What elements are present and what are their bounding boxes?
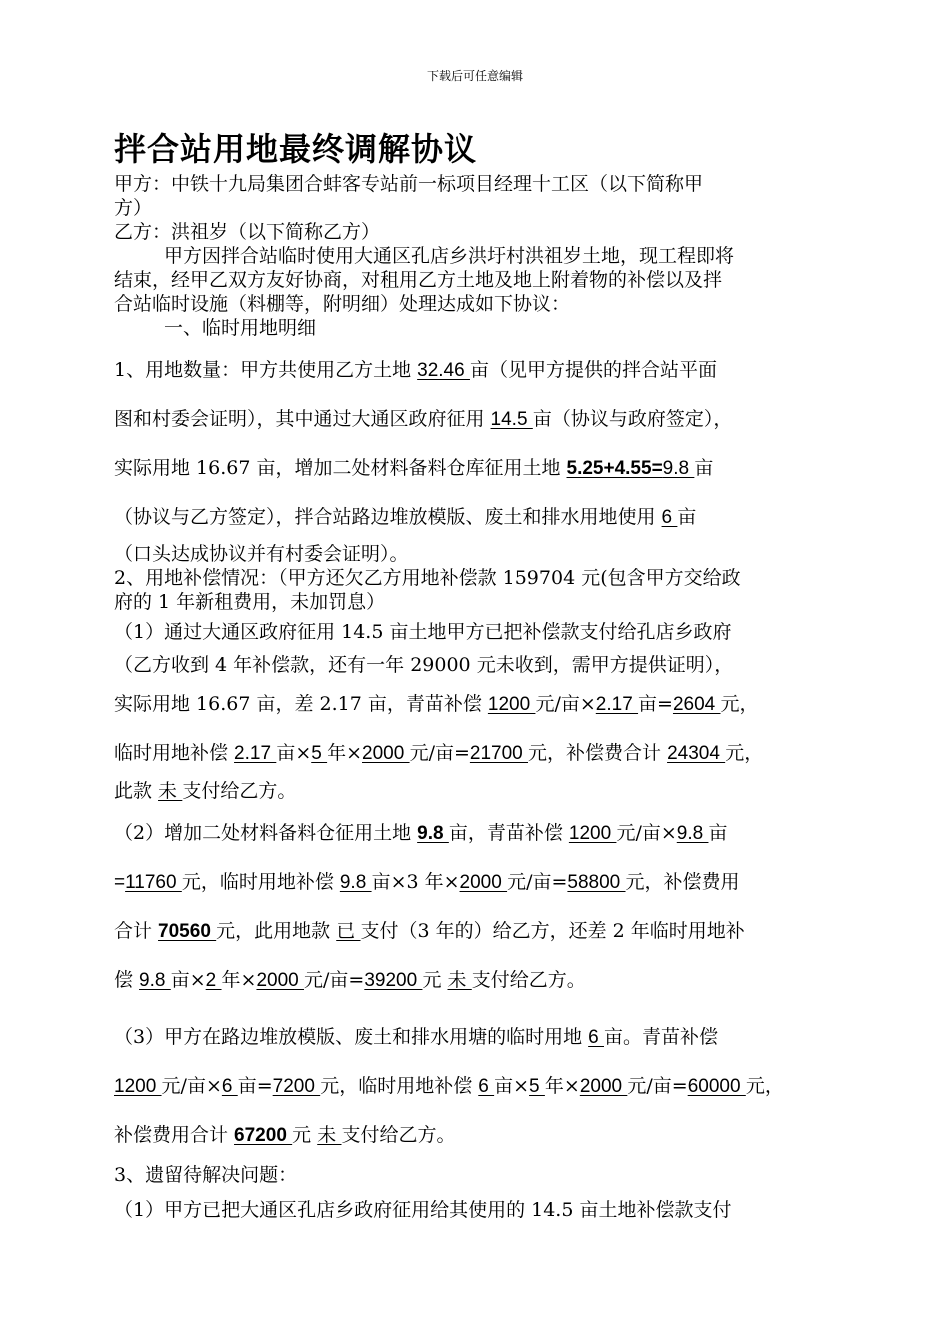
party-a-line-2: 方）: [114, 197, 153, 219]
s2-p1-line-2: （乙方收到 4 年补偿款，还有一年 29000 元未收到，需甲方提供证明），: [114, 654, 734, 676]
s2-p2-line-3: 合计 70560 元，此用地款 已 支付（3 年的）给乙方，还差 2 年临时用地补: [114, 920, 745, 942]
s2-p1-line-1: （1）通过大通区政府征用 14.5 亩土地甲方已把补偿款支付给孔店乡政府: [114, 621, 732, 643]
s2-p2-line-1: （2）增加二处材料备料仓征用土地 9.8 亩，青苗补偿 1200 元/亩×9.8 亩: [114, 822, 728, 844]
value-gov-area: 14.5: [490, 409, 533, 430]
s2-p1-line-4: 临时用地补偿 2.17 亩×5 年×2000 元/亩=21700 元，补偿费合计 24304 元，: [114, 742, 764, 764]
intro-line-2: 结束，经甲乙双方友好协商，对租用乙方土地及地上附着物的补偿以及拌: [114, 269, 723, 291]
s1-line-4: （协议与乙方签定），拌合站路边堆放模版、废土和排水用地使用 6 亩: [114, 506, 697, 528]
page-header: 下载后可任意编辑: [426, 69, 523, 83]
s2-p2-line-2: =11760 元，临时用地补偿 9.8 亩×3 年×2000 元/亩=58800 元，补偿费用: [114, 871, 740, 893]
value-total-area: 32.46: [417, 360, 470, 381]
document-body: [114, 126, 854, 1230]
s2-p3-line-1: （3）甲方在路边堆放模版、废土和排水用塘的临时用地 6 亩。青苗补偿: [114, 1026, 719, 1048]
s3-p1-line-1: （1）甲方已把大通区孔店乡政府征用给其使用的 14.5 亩土地补偿款支付: [114, 1199, 732, 1221]
s3-heading: 3、遗留待解决问题：: [114, 1164, 298, 1186]
s2-p3-line-2: 1200 元/亩×6 亩=7200 元，临时用地补偿 6 亩×5 年×2000 元/亩=60000 元，: [114, 1075, 784, 1097]
s1-line-2: 图和村委会证明），其中通过大通区政府征用 14.5 亩（协议与政府签定），: [114, 408, 733, 430]
value-warehouse-sum: 5.25+4.55=: [566, 458, 663, 479]
s1-line-1: 1、用地数量：甲方共使用乙方土地 32.46 亩（见甲方提供的拌合站平面: [114, 359, 717, 381]
document-title: 拌合站用地最终调解协议: [114, 130, 478, 168]
s2-p2-line-4: 偿 9.8 亩×2 年×2000 元/亩=39200 元 未 支付给乙方。: [114, 969, 586, 991]
intro-line-3: 合站临时设施（料棚等，附明细）处理达成如下协议：: [114, 293, 571, 315]
s2-p3-line-3: 补偿费用合计 67200 元 未 支付给乙方。: [114, 1124, 456, 1146]
s1-line-5: （口头达成协议并有村委会证明）。: [114, 543, 409, 565]
party-b-line: 乙方：洪祖岁（以下简称乙方）: [114, 221, 381, 243]
s1-line-3: 实际用地 16.67 亩，增加二处材料备料仓库征用土地 5.25+4.55=9.8 亩: [114, 457, 714, 479]
party-a-line-1: 甲方：中铁十九局集团合蚌客专站前一标项目经理十工区（以下简称甲: [114, 173, 704, 195]
s2-p1-line-5: 此款 未 支付给乙方。: [114, 780, 297, 802]
s2-heading-1: 2、用地补偿情况：（甲方还欠乙方用地补偿款 159704 元(包含甲方交给政: [114, 567, 741, 589]
s2-p1-line-3: 实际用地 16.67 亩，差 2.17 亩，青苗补偿 1200 元/亩×2.17 亩=2604 元，: [114, 693, 759, 715]
intro-line-1: 甲方因拌合站临时使用大通区孔店乡洪圩村洪祖岁土地，现工程即将: [164, 245, 735, 267]
s2-heading-2: 府的 1 年新租费用，未加罚息）: [114, 591, 386, 613]
section-1-heading: 一、临时用地明细: [164, 317, 317, 339]
value-roadside-area: 6: [661, 507, 678, 528]
